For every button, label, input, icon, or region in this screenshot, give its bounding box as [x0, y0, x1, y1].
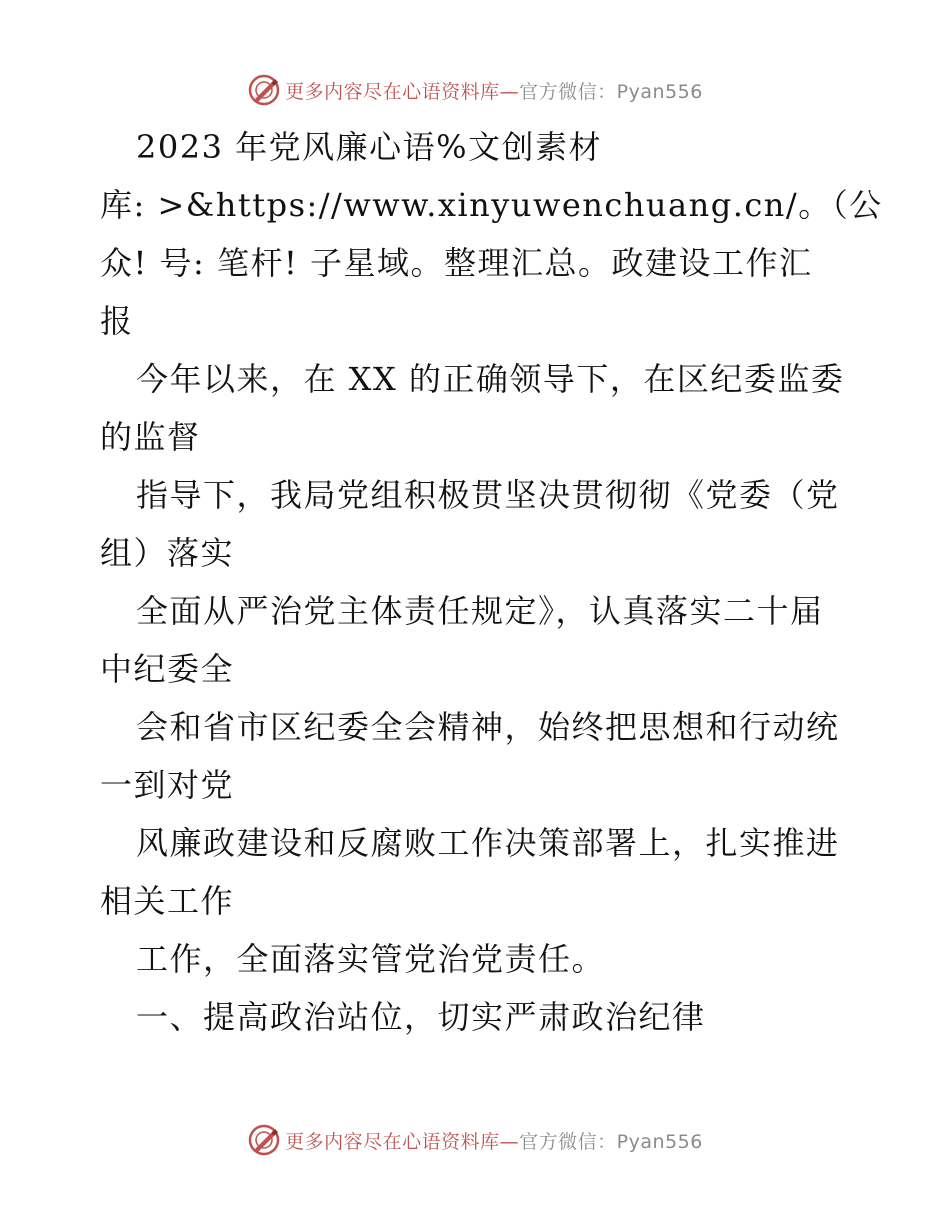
- text-line: 2023 年党风廉心语%文创素材: [136, 128, 603, 166]
- text-line: 全面从严治党主体责任规定》，认真落实二十届: [136, 592, 824, 630]
- text-line: 工作，全面落实管党治党责任。: [136, 940, 606, 978]
- text-line: 指导下，我局党组积极贯坚决贯彻彻《党委（党: [136, 476, 840, 514]
- watermark-wechat: 官方微信：Pyan556: [519, 80, 703, 103]
- text-line: 的监督: [100, 418, 201, 456]
- text-line: 库: >&https://www.xinyuwenchuang.cn/。（公: [100, 186, 883, 224]
- text-line: 众! 号: 笔杆! 子星域。整理汇总。政建设工作汇: [100, 244, 813, 282]
- pen-logo-icon: [247, 73, 281, 107]
- watermark-dash: —: [499, 1130, 520, 1153]
- text-line: 中纪委全: [100, 650, 235, 688]
- text-line: 一、提高政治站位，切实严肃政治纪律: [136, 998, 706, 1036]
- text-line: 相关工作: [100, 882, 235, 920]
- watermark-wechat: 官方微信：Pyan556: [519, 1130, 703, 1153]
- text-line: 组）落实: [100, 534, 235, 572]
- watermark-text: 更多内容尽在心语资料库: [285, 80, 500, 103]
- header-watermark: [0, 70, 950, 110]
- footer-watermark: [0, 1120, 950, 1160]
- watermark-dash: —: [499, 80, 520, 103]
- text-line: 风廉政建设和反腐败工作决策部署上，扎实推进: [136, 824, 840, 862]
- pen-logo-icon: [247, 1123, 281, 1157]
- text-line: 一到对党: [100, 766, 235, 804]
- text-line: 今年以来，在 XX 的正确领导下，在区纪委监委: [136, 360, 845, 398]
- text-line: 报: [100, 302, 134, 340]
- document-body: [100, 118, 883, 1046]
- text-line: 会和省市区纪委全会精神，始终把思想和行动统: [136, 708, 840, 746]
- watermark-text: 更多内容尽在心语资料库: [285, 1130, 500, 1153]
